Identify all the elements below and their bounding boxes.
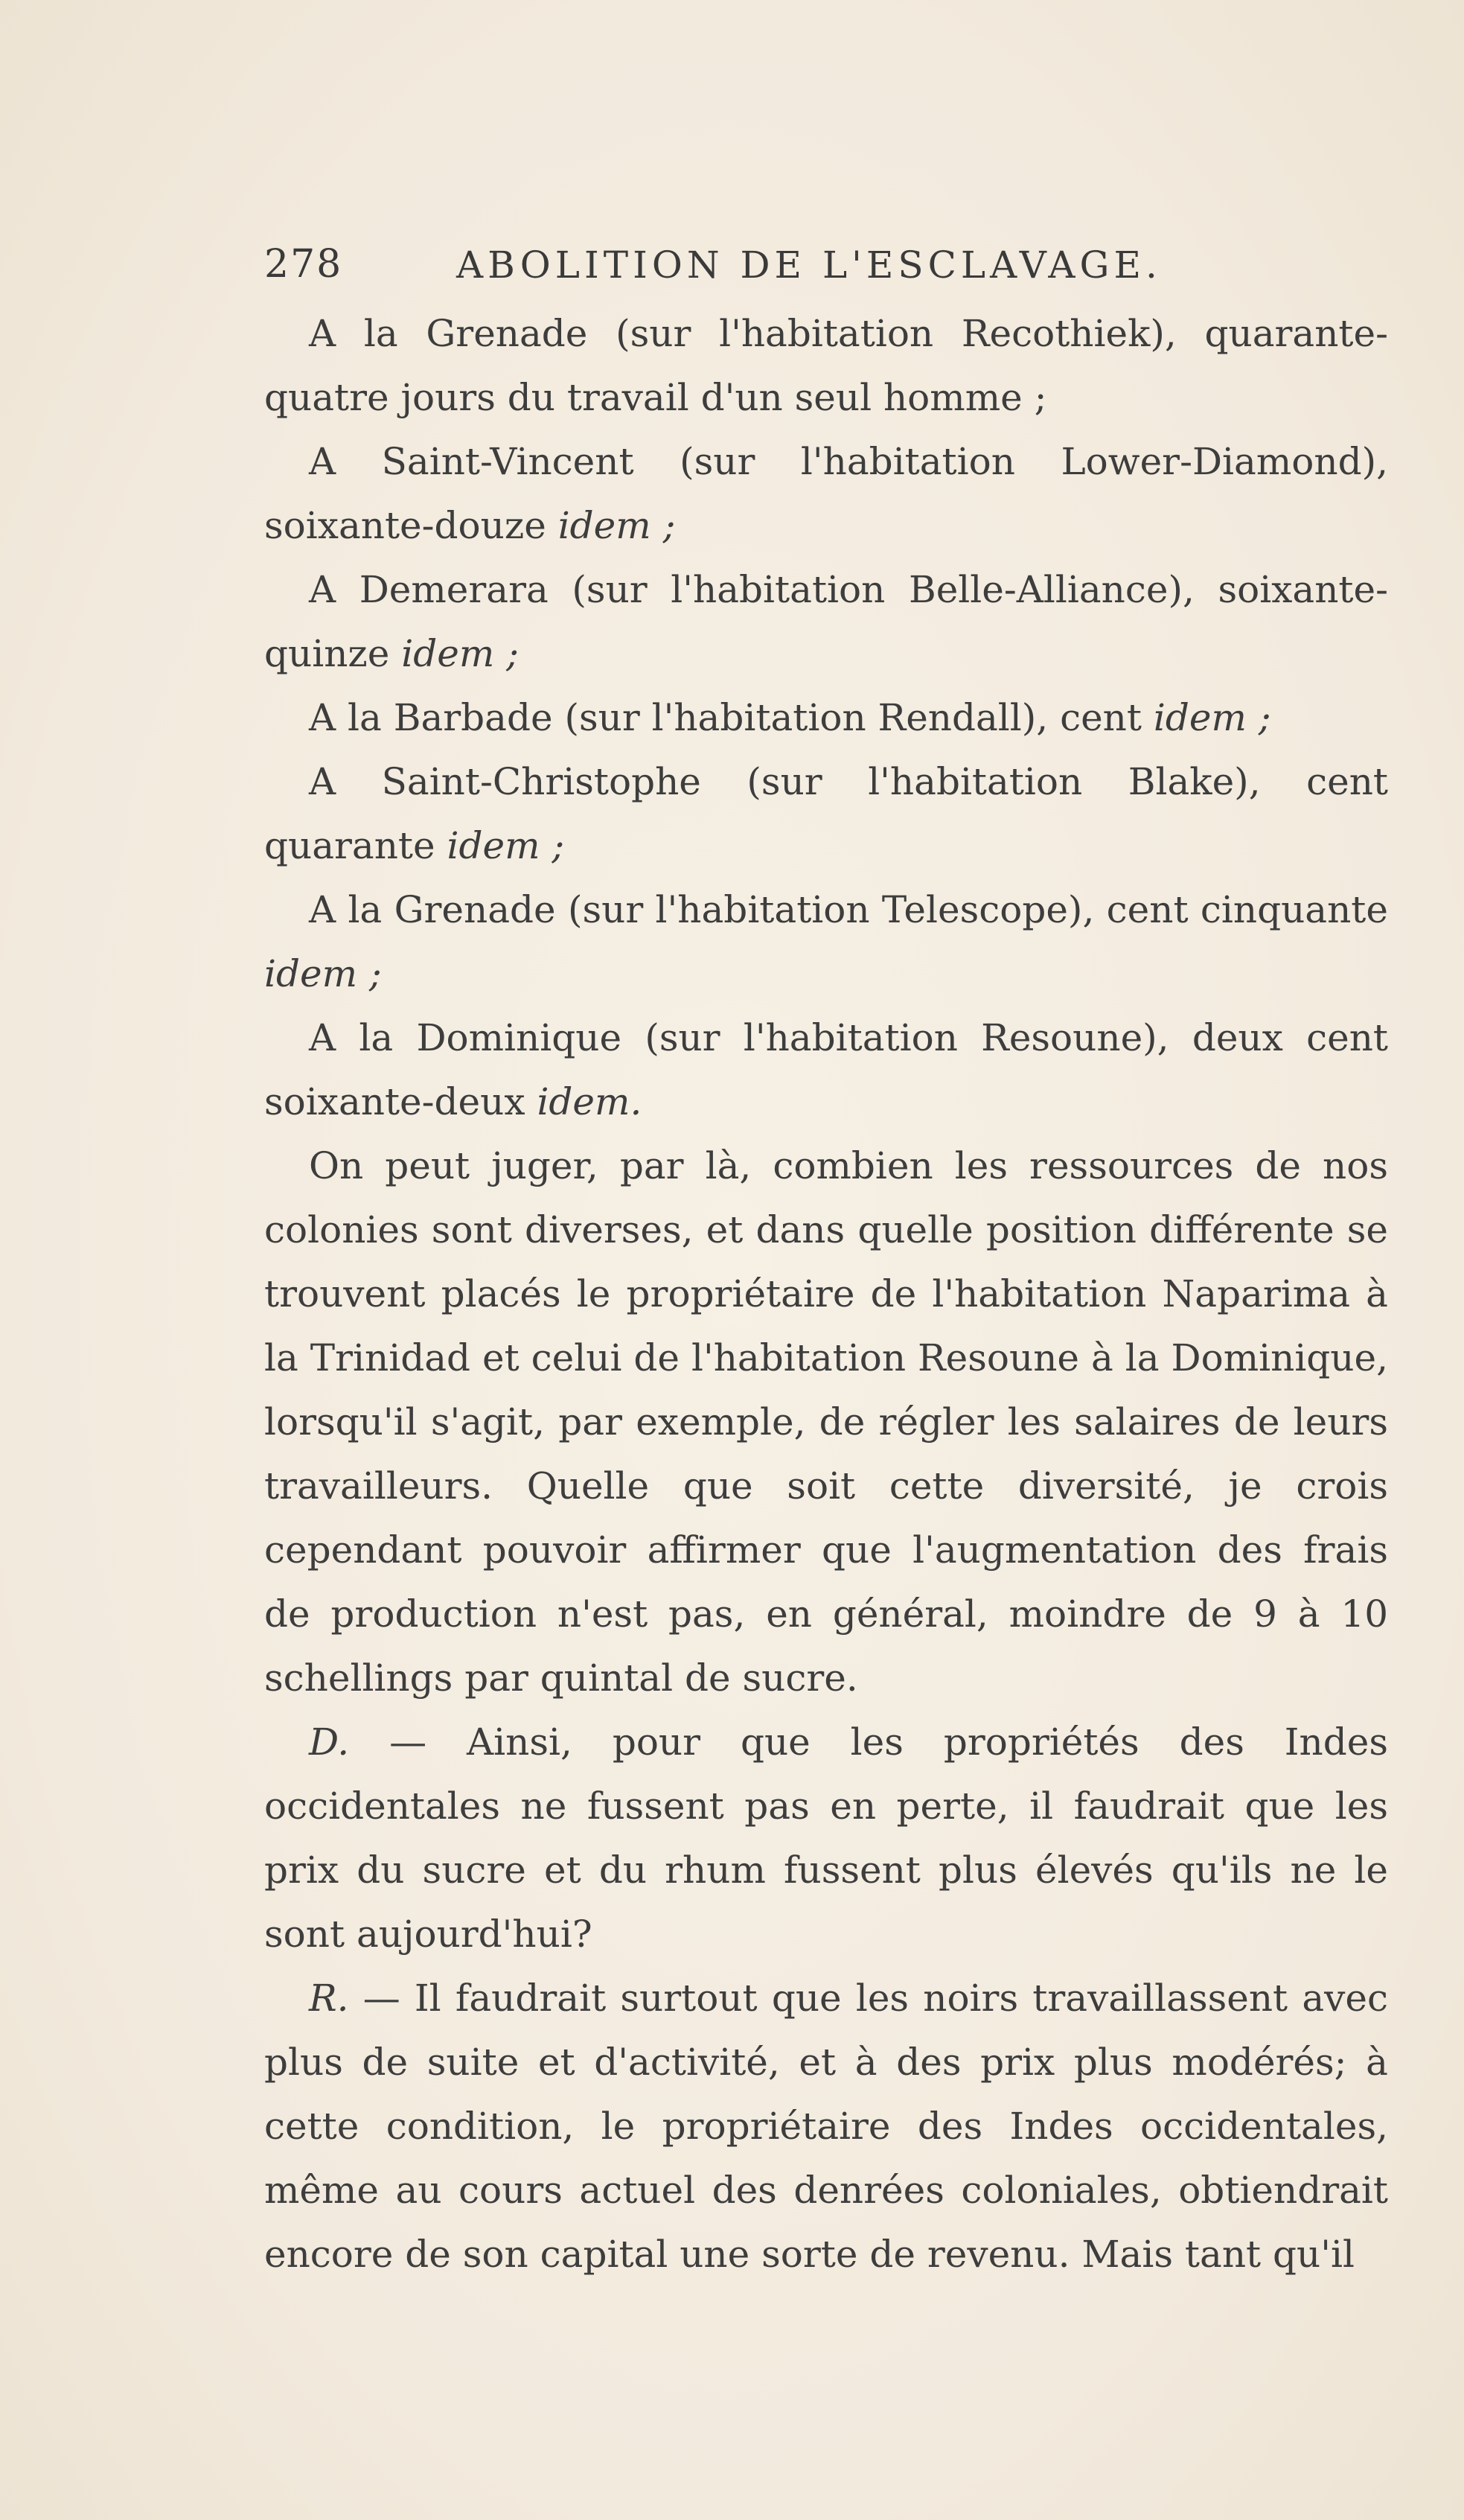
paragraph-demerara: A Demerara (sur l'habitation Belle-Alliance), soixante-quinze idem ;: [264, 568, 1388, 675]
dialogue-question: D. — Ainsi, pour que les propriétés des Indes occidentales ne fussent pas en perte, il faudrait que les prix du sucre et du rhum fussent plus élevés qu'ils ne le sont aujourd'hui?: [264, 1720, 1388, 1956]
paragraph-grenade-telescope: A la Grenade (sur l'habitation Telescope), cent cinquante idem ;: [264, 888, 1388, 995]
page-number: 278: [264, 242, 343, 287]
dialogue-answer: R. — Il faudrait surtout que les noirs travaillassent avec plus de suite et d'activité, et à des prix plus modérés; à cette condition, le propriétaire des Indes occidentales, même au cours actuel des denrées coloniales, obtiendrait encore de son capital une sorte de revenu. Mais tant qu'il: [264, 1977, 1388, 2276]
running-head: ABOLITION DE L'ESCLAVAGE.: [456, 243, 1162, 287]
paragraph-on-peut-juger: On peut juger, par là, combien les ressources de nos colonies sont diverses, et dans quelle position différente se trouvent placés le propriétaire de l'habitation Naparima à la Trinidad et celui de l'habitation Resoune à la Dominique, lorsqu'il s'agit, par exemple, de régler les salaires de leurs travailleurs. Quelle que soit cette diversité, je crois cependant pouvoir affirmer que l'augmentation des frais de production n'est pas, en général, moindre de 9 à 10 schellings par quintal de sucre.: [264, 1144, 1388, 1700]
page-header: [264, 242, 1262, 294]
speaker-r: R.: [309, 1977, 349, 2020]
paragraph-saint-vincent: A Saint-Vincent (sur l'habitation Lower-Diamond), soixante-douze idem ;: [264, 440, 1388, 547]
paragraph-barbade: A la Barbade (sur l'habitation Rendall), cent idem ;: [309, 696, 1271, 739]
paragraph-saint-christophe: A Saint-Christophe (sur l'habitation Blake), cent quarante idem ;: [264, 760, 1388, 867]
paragraph-dominique: A la Dominique (sur l'habitation Resoune), deux cent soixante-deux idem.: [264, 1016, 1388, 1123]
body-text: [264, 302, 1388, 2286]
paragraph-grenade-recothiek: A la Grenade (sur l'habitation Recothiek), quarante-quatre jours du travail d'un seul homme ;: [264, 312, 1388, 419]
speaker-d: D.: [309, 1720, 350, 1764]
